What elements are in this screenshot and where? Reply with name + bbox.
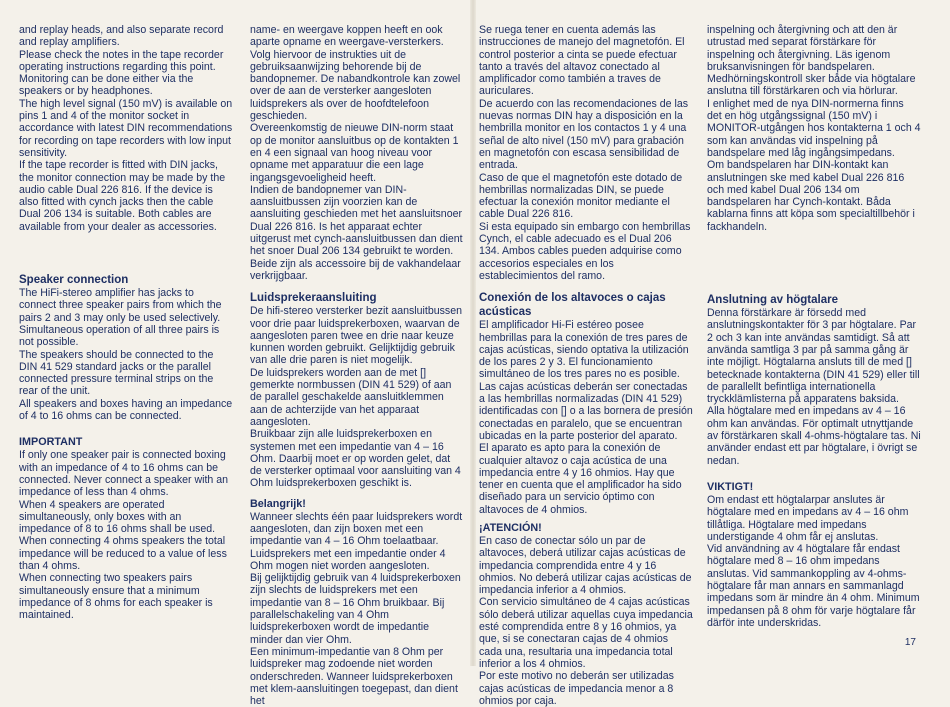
column-spanish [479, 24, 693, 707]
paragraph: When connecting two speakers pairs simultaneously ensure that a minimum impedance of 8 ohms for each speaker is maintained. [19, 572, 213, 622]
paragraph: and replay heads, and also separate record and replay amplifiers. [19, 24, 224, 49]
paragraph: Overeenkomstig de nieuwe DIN-norm staat op de monitor aansluitbus op de kontakten 1 en 4 een signaal van hoog niveau voor opname met apparatuur die een lage ingangsgevoeligheid heeft. [250, 122, 459, 184]
paragraph: If the tape recorder is fitted with DIN jacks, the monitor connection may be made by the audio cable Dual 226 816. If the device is also fitted with cynch jacks then the cable Dual 206 134 is suitable. Both cables are available from your dealer as accessories. [19, 159, 226, 233]
paragraph: En caso de conectar sólo un par de altavoces, deberá utilizar cajas acústicas de impedancia comprendida entre 4 y 16 ohmios. No deberá utilizar cajas acústicas de impedancia inferior a 4 ohmios. [479, 534, 692, 597]
paragraph: Con servicio simultáneo de 4 cajas acústicas sólo deberá utilizar aquellas cuya impedancia esté comprendida entre 8 y 16 ohmios, ya que, si se conectaran cajas de 4 ohmios cada una, resultaria una impedancia total inferior a los 4 ohmios. [479, 596, 693, 670]
paragraph: Vid användning av 4 högtalare får endast högtalare med 8 – 16 ohm impedans anslutas. Vid sammankoppling av 4-ohms-högtalare får man annars en sammanlagd impedans som är mindre än 4 ohm. Minimum impedansen på 8 ohm för varje högtalare får därför inte underskridas. [707, 543, 920, 629]
paragraph: All speakers and boxes having an impedance of 4 to 16 ohms can be connected. [19, 397, 233, 423]
paragraph: Wanneer slechts één paar luidsprekers wordt aangesloten, dan zijn boxen met een impedantie van 4 – 16 Ohm toelaatbaar. Luidsprekers met een impedantie onder 4 Ohm mogen niet worden aangesloten. [250, 510, 463, 572]
paragraph: The speakers should be connected to the DIN 41 529 standard jacks or the parallel connected pressure terminal strips on the rear of the unit. [19, 348, 214, 398]
section-heading-speaker-connection: Speaker connection [19, 274, 129, 287]
paragraph: I enlighet med de nya DIN-normerna finns det en hög utgångssignal (150 mV) i MONITOR-utgången hos kontakterna 1 och 4 som kan användas vid inspelning på bandspelare med låg ingångsimpedans. [707, 97, 921, 159]
paragraph: De luidsprekers worden aan de met [] gemerkte normbussen (DIN 41 529) of aan de parallel geschakelde aansluitklemmen aan de achterzijde van het apparaat aangesloten. [250, 366, 452, 428]
paragraph: Volg hiervoor de instrukties uit de gebruiksaanwijzing behorende bij de bandopnemer. De nabandkontrole kan zowel over de aan de versterker aangesloten luidsprekers als over de hoofdtelefoon geschieden. [250, 48, 461, 123]
paragraph: Denna förstärkare är försedd med anslutningskontakter för 3 par högtalare. Par 2 och 3 kan inte användas samtidigt. Så att använda samtliga 3 par på samma gång är inte möjligt. Högtalarna ansluts till de med [] betecknade kontakterna (DIN 41 529) eller till de parallellt befintliga internationella tryckklämlisterna på apparatens baksida. [707, 307, 920, 406]
column-dutch [250, 24, 464, 707]
paragraph: The HiFi-stereo amplifier has jacks to connect three speaker pairs from which the pairs 2 and 3 may only be used selectively. Simultaneous operation of all three pairs is not possible. [19, 287, 222, 349]
paragraph: De acuerdo con las recomendaciones de las nuevas normas DIN hay a disposición en la hembrilla monitor en los contactos 1 y 4 una señal de alto nivel (150 mV) para grabación en magnetofón con escasa sensibilidad de entrada. [479, 97, 689, 172]
column-english [19, 24, 233, 621]
paragraph: Por este motivo no deberán ser utilizadas cajas acústicas de impedancia menor a 8 ohmios por caja. [479, 670, 674, 707]
paragraph: The high level signal (150 mV) is available on pins 1 and 4 of the monitor socket in accordance with latest DIN recommendations for recording on tape recorders with low input sensitivity. [19, 97, 233, 159]
paragraph: Please check the notes in the tape recorder operating instructions regarding this point. Monitoring can be done either via the speakers or by headphones. [19, 48, 224, 98]
paragraph: De hifi-stereo versterker bezit aansluitbussen voor drie paar luidsprekerboxen, waarvan de aangesloten paren twee en drie naar keuze kunnen worden gebruikt. Gelijktijdig gebruik van alle drie paren is niet mogelijk. [250, 305, 462, 367]
paragraph: Si esta equipado sin embargo con hembrillas Cynch, el cable adecuado es el Dual 206 134. Ambos cables pueden adquirise como accesorios especiales en los establecimientos del ramo. [479, 220, 691, 282]
paragraph: Bruikbaar zijn alle luidsprekerboxen en systemen met een impedantie van 4 – 16 Ohm. Daarbij moet er op worden gelet, dat de versterker optimaal voor aansluiting van 4 Ohm luidsprekerboxen geschikt is. [250, 428, 461, 490]
paragraph: When 4 speakers are operated simultaneously, only boxes with an impedance of 8 to 16 ohms shall be used. When connecting 4 ohms speakers the total impedance will be reduced to a value of less than 4 ohms. [19, 498, 227, 572]
paragraph: inspelning och återgivning och att den är utrustad med separat förstärkare för inspelning och återgivning. Läs igenom bruksanvisningen för bandspelaren. Medhörningskontroll sker både via högtalare anslutna till förstärkaren och via hörlurar. [707, 24, 916, 98]
section-heading-anslutning: Anslutning av högtalare [707, 294, 838, 307]
column-swedish [707, 24, 921, 629]
paragraph: Alla högtalare med en impedans av 4 – 16 ohm kan användas. För optimalt utnyttjande av förstärkaren skall 4-ohms-högtalare tas. Ni använder endast ett par högtalare, i övrigt se nedan. [707, 405, 921, 467]
paragraph: Bij gelijktijdig gebruik van 4 luidsprekerboxen zijn slechts de luidsprekers met een impedantie van 8 – 16 Ohm bruikbaar. Bij parallelschakeling van 4 Ohm luidsprekerboxen wordt de impedantie minder dan vier Ohm. [250, 572, 461, 646]
paragraph: Indien de bandopnemer van DIN-aansluitbussen zijn voorzien kan de aansluiting geschieden met het aansluitsnoer Dual 226 816. Is het apparaat echter uitgerust met cynch-aansluitbussen dan dient het snoer Dual 206 134 gebruikt te worden. Beide zijn als accessoire bij de vakhandelaar verkrijgbaar. [250, 183, 463, 282]
section-heading-viktigt: VIKTIGT! [707, 480, 754, 493]
section-heading-conexion: Conexión de los altavoces o cajas acústicas [479, 292, 666, 319]
section-heading-belangrijk: Belangrijk! [250, 497, 306, 510]
paragraph: Las cajas acústicas deberán ser conectadas a las hembrillas normalizadas (DIN 41 529) identificadas con [] o a las bornera de presión conectadas en paralelo, que se encuentran ubicadas en la parte posterior del aparato. [479, 380, 693, 442]
paragraph: Se ruega tener en cuenta además las instrucciones de manejo del magnetofón. El control posterior a cinta se puede efectuar tanto a través del altavoz conectado al amplificador como también a traves de auriculares. [479, 24, 685, 98]
page-gutter [470, 0, 476, 666]
paragraph: name- en weergave koppen heeft en ook aparte opname en weergave-versterkers. [250, 24, 444, 49]
paragraph: Een minimum-impedantie van 8 Ohm per luidspreker mag zodoende niet worden onderschreden. Wanneer luidsprekerboxen met klem-aansluitingen toegepast, dan dient het [250, 645, 458, 707]
paragraph: Om bandspelaren har DIN-kontakt kan anslutningen ske med kabel Dual 226 816 och med kabel Dual 206 134 om bandspelaren har Cynch-kontakt. Båda kablarna finns att köpa som specialtillbehör i fackhandeln. [707, 159, 915, 233]
section-heading-luidsprekeraansluiting: Luidsprekeraansluiting [250, 292, 377, 305]
paragraph: If only one speaker pair is connected boxing with an impedance of 4 to 16 ohms can be connected. Never connect a speaker with an impedance of less than 4 ohms. [19, 449, 229, 499]
section-heading-important: IMPORTANT [19, 436, 83, 449]
paragraph: Caso de que el magnetofón este dotado de hembrillas normalizadas DIN, se puede efectuar la conexión monitor mediante el cable Dual 226 816. [479, 171, 683, 221]
paragraph: Om endast ett högtalarpar anslutes är högtalare med en impedans av 4 – 16 ohm tillåtliga. Högtalare med impedans understigande 4 ohm får ej anslutas. [707, 493, 909, 543]
paragraph: El aparato es apto para la conexión de cualquier altavoz o caja acústica de una impedancia entre 4 y 16 ohmios. Hay que tener en cuenta que el amplificador ha sido diseñado para un servicio óptimo con altavoces de 4 ohmios. [479, 442, 682, 516]
page-number: 17 [904, 637, 916, 648]
paragraph: El amplificador Hi-Fi estéreo posee hembrillas para la conexión de tres pares de cajas acústicas, siendo optativa la utilización de los pares 2 y 3. El funcionamiento simultáneo de los tres pares no es posible. [479, 319, 689, 381]
section-heading-atencion: ¡ATENCIÓN! [479, 521, 542, 534]
